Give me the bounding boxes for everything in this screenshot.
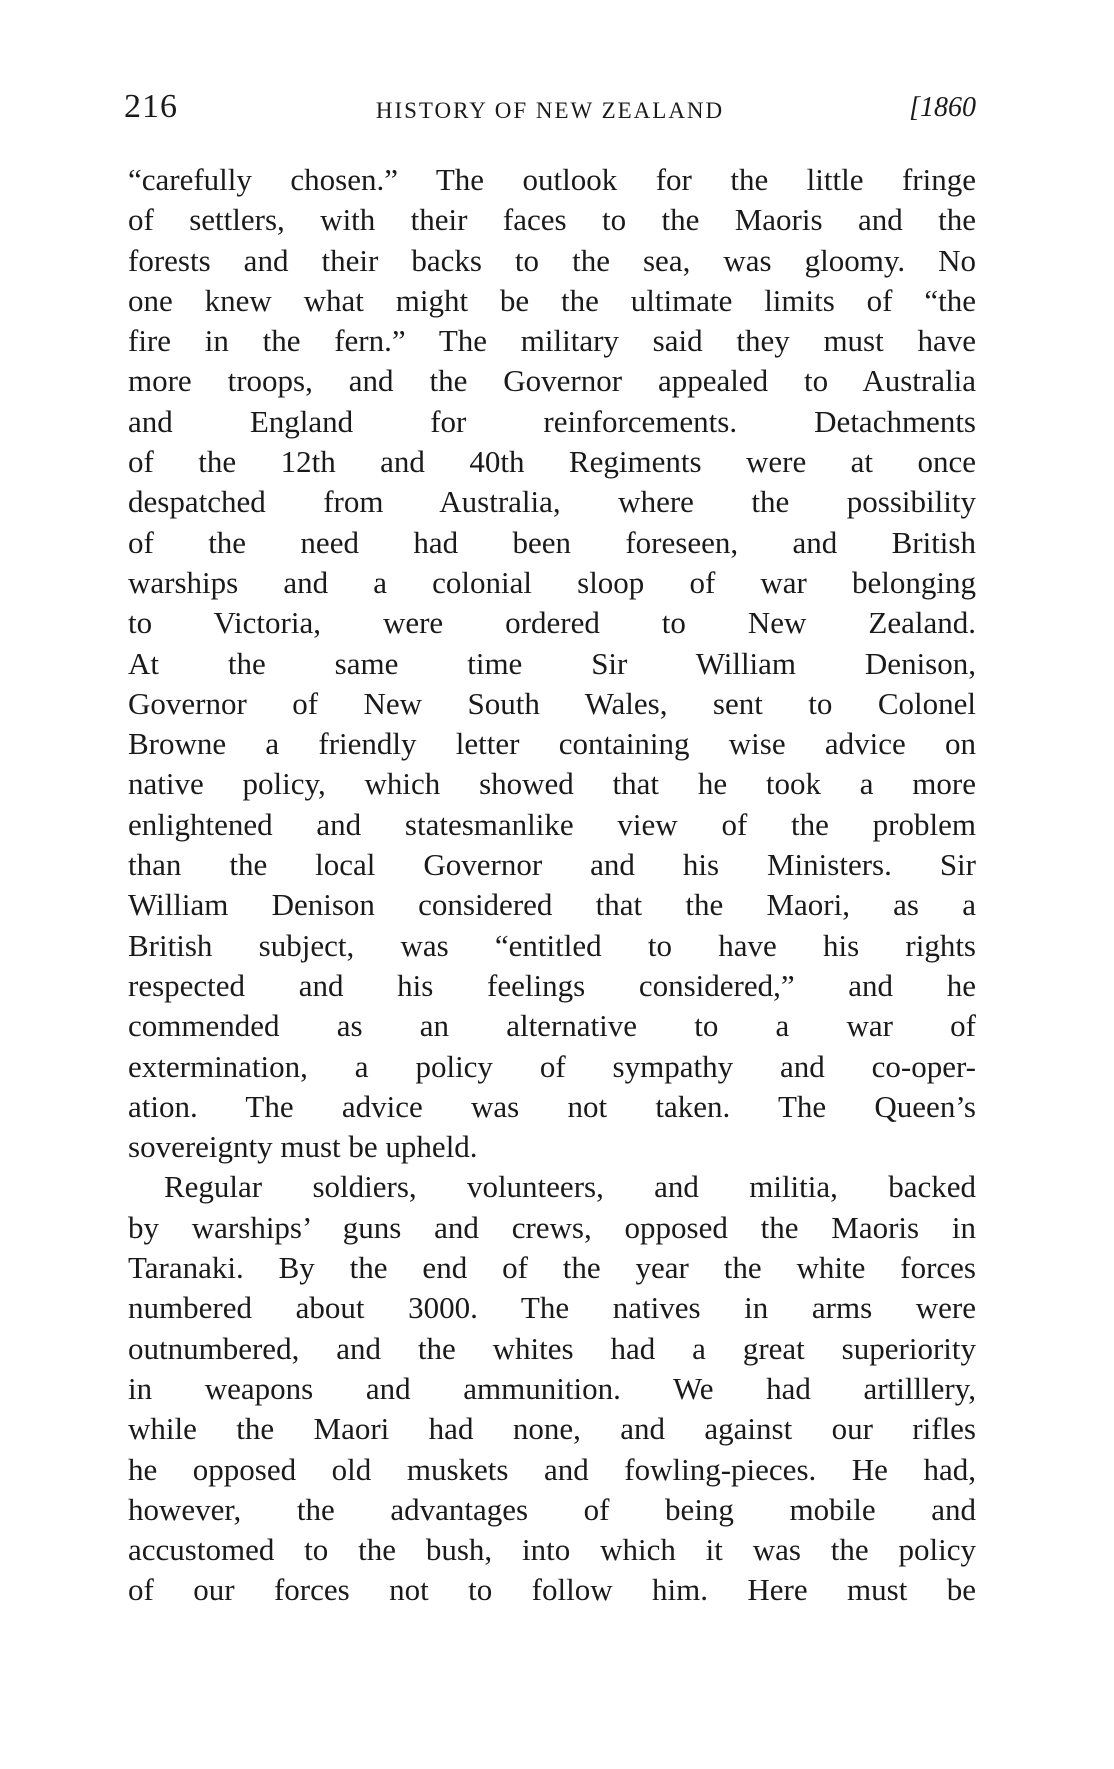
text-line: accustomed to the bush, into which it was the policy [128,1532,976,1568]
text-line: of the 12th and 40th Regiments were at once [128,444,976,480]
text-line: of settlers, with their faces to the Maoris and the [128,202,976,238]
page-number: 216 [124,88,178,125]
text-line: At the same time Sir William Denison, [128,645,976,681]
text-line: outnumbered, and the whites had a great superiority [128,1330,976,1366]
text-line: Governor of New South Wales, sent to Colonel [128,685,976,721]
year-marker: [1860 [909,92,976,123]
text-line: while the Maori had none, and against our rifles [128,1411,976,1447]
text-line: of our forces not to follow him. Here must be [128,1572,976,1608]
text-line: of the need had been foreseen, and British [128,524,976,560]
text-line: Taranaki. By the end of the year the white forces [128,1250,976,1286]
text-line: despatched from Australia, where the possibility [128,484,976,520]
text-line: enlightened and statesmanlike view of the problem [128,806,976,842]
text-line: extermination, a policy of sympathy and co-oper- [128,1048,976,1084]
text-line: and England for reinforcements. Detachments [128,403,976,439]
text-line: British subject, was “entitled to have his rights [128,927,976,963]
text-line: to Victoria, were ordered to New Zealand. [128,605,976,641]
text-line: native policy, which showed that he took a more [128,766,976,802]
text-line: respected and his feelings considered,” and he [128,967,976,1003]
text-line: Browne a friendly letter containing wise advice on [128,726,976,762]
text-line: by warships’ guns and crews, opposed the Maoris in [128,1209,976,1245]
running-title: HISTORY OF NEW ZEALAND [375,98,725,123]
text-line: in weapons and ammunition. We had artilllery, [128,1370,976,1406]
text-line: warships and a colonial sloop of war belonging [128,564,976,600]
text-line: numbered about 3000. The natives in arms were [128,1290,976,1326]
text-line: however, the advantages of being mobile and [128,1491,976,1527]
text-line: forests and their backs to the sea, was gloomy. No [128,242,976,278]
paragraph-end-line: sovereignty must be upheld. [128,1129,478,1165]
text-line: he opposed old muskets and fowling-pieces. He had, [128,1451,976,1487]
text-line: than the local Governor and his Ministers. Sir [128,847,976,883]
text-line: commended as an alternative to a war of [128,1008,976,1044]
paragraph-start-line: Regular soldiers, volunteers, and militia, backed [164,1169,976,1205]
text-line: “carefully chosen.” The outlook for the little fringe [128,162,976,197]
text-line: more troops, and the Governor appealed to Australia [128,363,976,399]
text-line: fire in the fern.” The military said they must have [128,323,976,359]
text-line: William Denison considered that the Maori, as a [128,887,976,923]
body-text [128,160,976,1611]
text-line: one knew what might be the ultimate limits of “the [128,282,976,318]
page-header [124,88,976,128]
text-line: ation. The advice was not taken. The Queen’s [128,1088,976,1124]
